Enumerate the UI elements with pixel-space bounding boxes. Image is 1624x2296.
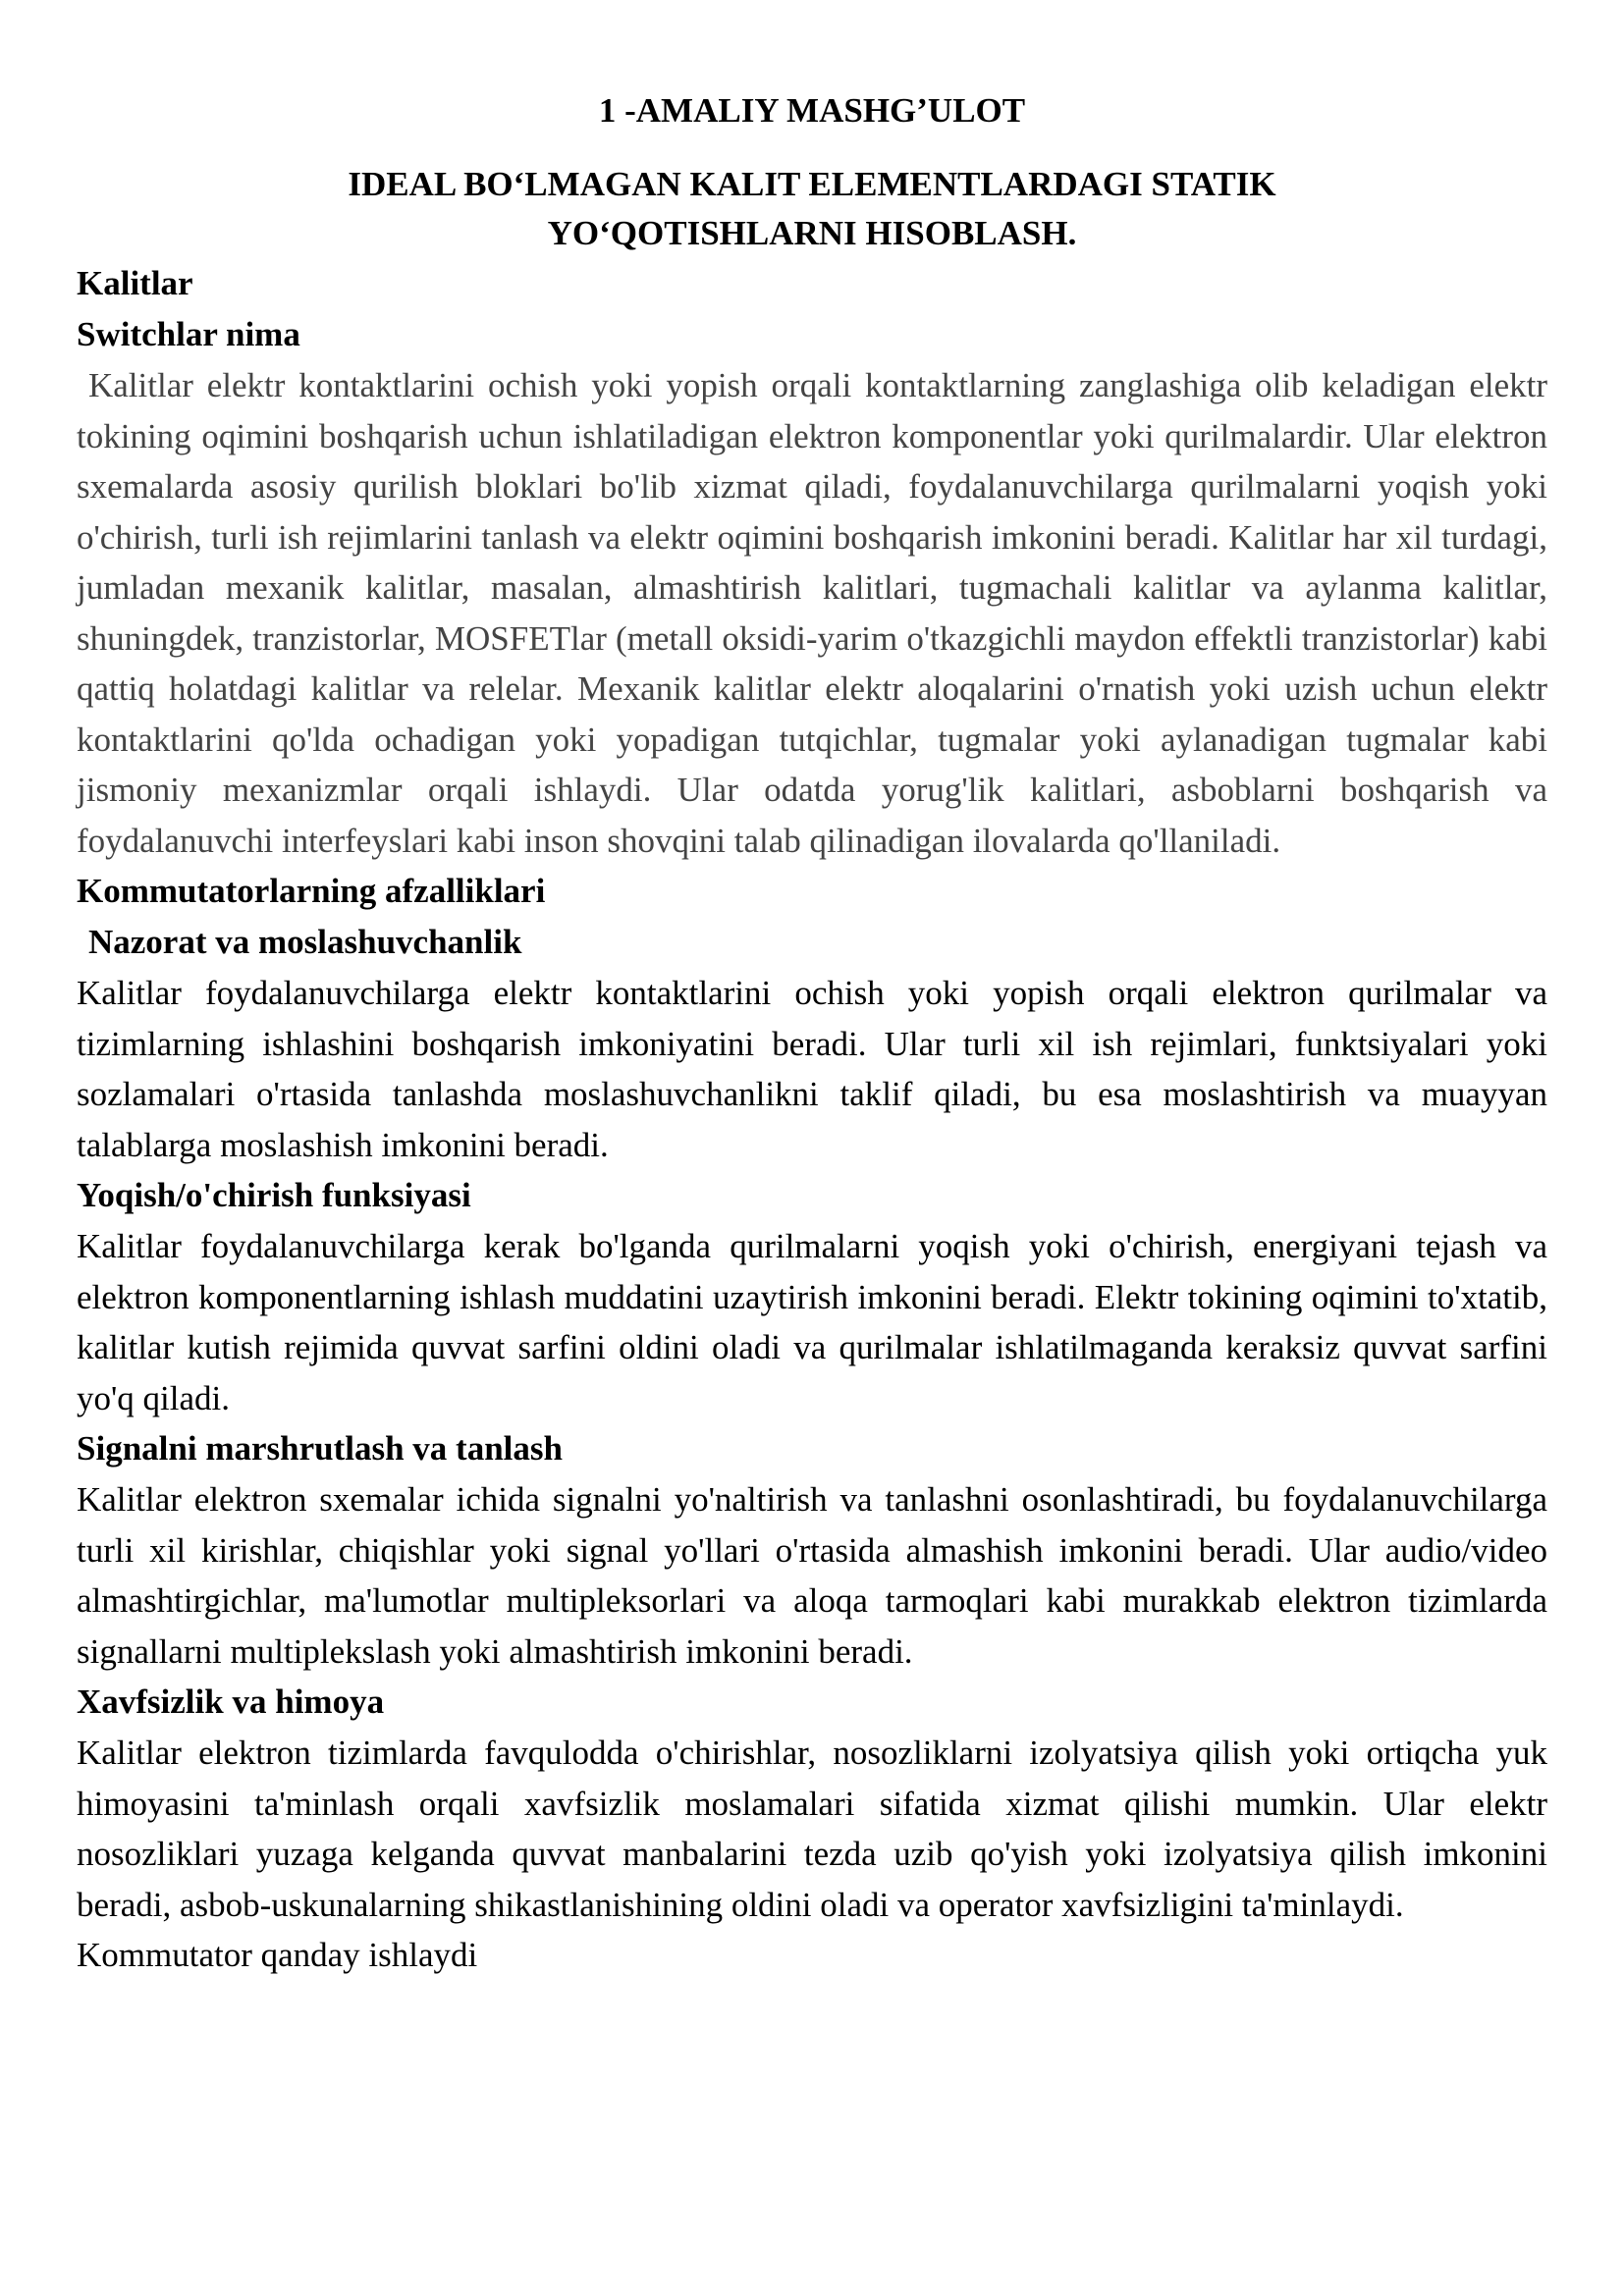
heading-nazorat: Nazorat va moslashuvchanlik [88, 923, 522, 961]
heading-yoqish: Yoqish/o'chirish funksiyasi [77, 1176, 471, 1214]
paragraph-switchlar-nima: Kalitlar elektr kontaktlarini ochish yoki yopish orqali kontaktlarning zanglashiga olib keladigan elektr tokining oqimini boshqarish uchun ishlatiladigan elektron komponentlar yoki qurilmalardir. Ular elektron sxemalarda asosiy qurilish bloklari bo'lib xizmat qiladi, foydalanuvchilarga qurilmalarni yoqish yoki o'chirish, turli ish rejimlarini tanlash va elektr oqimini boshqarish imkonini beradi. Kalitlar har xil turdagi, jumladan mexanik kalitlar, masalan, almashtirish kalitlari, tugmachali kalitlar va aylanma kalitlar, shuningdek, tranzistorlar, MOSFETlar (metall oksidi-yarim o'tkazgichli maydon effektli tranzistorlar) kabi qattiq holatdagi kalitlar va relelar. Mexanik kalitlar elektr aloqalarini o'rnatish yoki uzish uchun elektr kontaktlarini qo'lda ochadigan yoki yopadigan tutqichlar, tugmalar yoki aylanadigan tugmalar kabi jismoniy mexanizmlar orqali ishlaydi. Ular odatda yorug'lik kalitlari, asboblarni boshqarish va foydalanuvchi interfeyslari kabi inson shovqini talab qilinadigan ilovalarda qo'llaniladi. [77, 366, 1547, 860]
document-title: 1 -AMALIY MASHG’ULOT [598, 91, 1026, 130]
document-page [77, 86, 1547, 1981]
heading-afzalliklar: Kommutatorlarning afzalliklari [77, 872, 546, 910]
heading-switchlar-nima: Switchlar nima [77, 315, 300, 353]
document-subtitle-line-2: YO‘QOTISHLARNI HISOBLASH. [547, 214, 1077, 252]
heading-signal: Signalni marshrutlash va tanlash [77, 1429, 563, 1468]
heading-kommutator: Kommutator qanday ishlaydi [77, 1936, 478, 1974]
document-subtitle-line-1: IDEAL BO‘LMAGAN KALIT ELEMENTLARDAGI STATIK [348, 165, 1276, 203]
paragraph-yoqish: Kalitlar foydalanuvchilarga kerak bo'lganda qurilmalarni yoqish yoki o'chirish, energiyani tejash va elektron komponentlarning ishlash muddatini uzaytirish imkonini beradi. Elektr tokining oqimini to'xtatib, kalitlar kutish rejimida quvvat sarfini oldini oladi va qurilmalar ishlatilmaganda keraksiz quvvat sarfini yo'q qiladi. [77, 1227, 1547, 1417]
heading-kalitlar: Kalitlar [77, 264, 193, 302]
paragraph-nazorat: Kalitlar foydalanuvchilarga elektr kontaktlarini ochish yoki yopish orqali elektron qurilmalar va tizimlarning ishlashini boshqarish imkoniyatini beradi. Ular turli xil ish rejimlari, funktsiyalari yoki sozlamalari o'rtasida tanlashda moslashuvchanlikni taklif qiladi, bu esa moslashtirish va muayyan talablarga moslashish imkonini beradi. [77, 974, 1547, 1164]
paragraph-signal: Kalitlar elektron sxemalar ichida signalni yo'naltirish va tanlashni osonlashtiradi, bu foydalanuvchilarga turli xil kirishlar, chiqishlar yoki signal yo'llari o'rtasida almashish imkonini beradi. Ular audio/video almashtirgichlar, ma'lumotlar multipleksorlari va aloqa tarmoqlari kabi murakkab elektron tizimlarda signallarni multiplekslash yoki almashtirish imkonini beradi. [77, 1480, 1547, 1671]
heading-xavfsizlik: Xavfsizlik va himoya [77, 1682, 385, 1721]
paragraph-xavfsizlik: Kalitlar elektron tizimlarda favqulodda o'chirishlar, nosozliklarni izolyatsiya qilish yoki ortiqcha yuk himoyasini ta'minlash orqali xavfsizlik moslamalari sifatida xizmat qilishi mumkin. Ular elektr nosozliklari yuzaga kelganda quvvat manbalarini tezda uzib qo'yish yoki izolyatsiya qilish imkonini beradi, asbob-uskunalarning shikastlanishining oldini oladi va operator xavfsizligini ta'minlaydi. [77, 1734, 1547, 1924]
